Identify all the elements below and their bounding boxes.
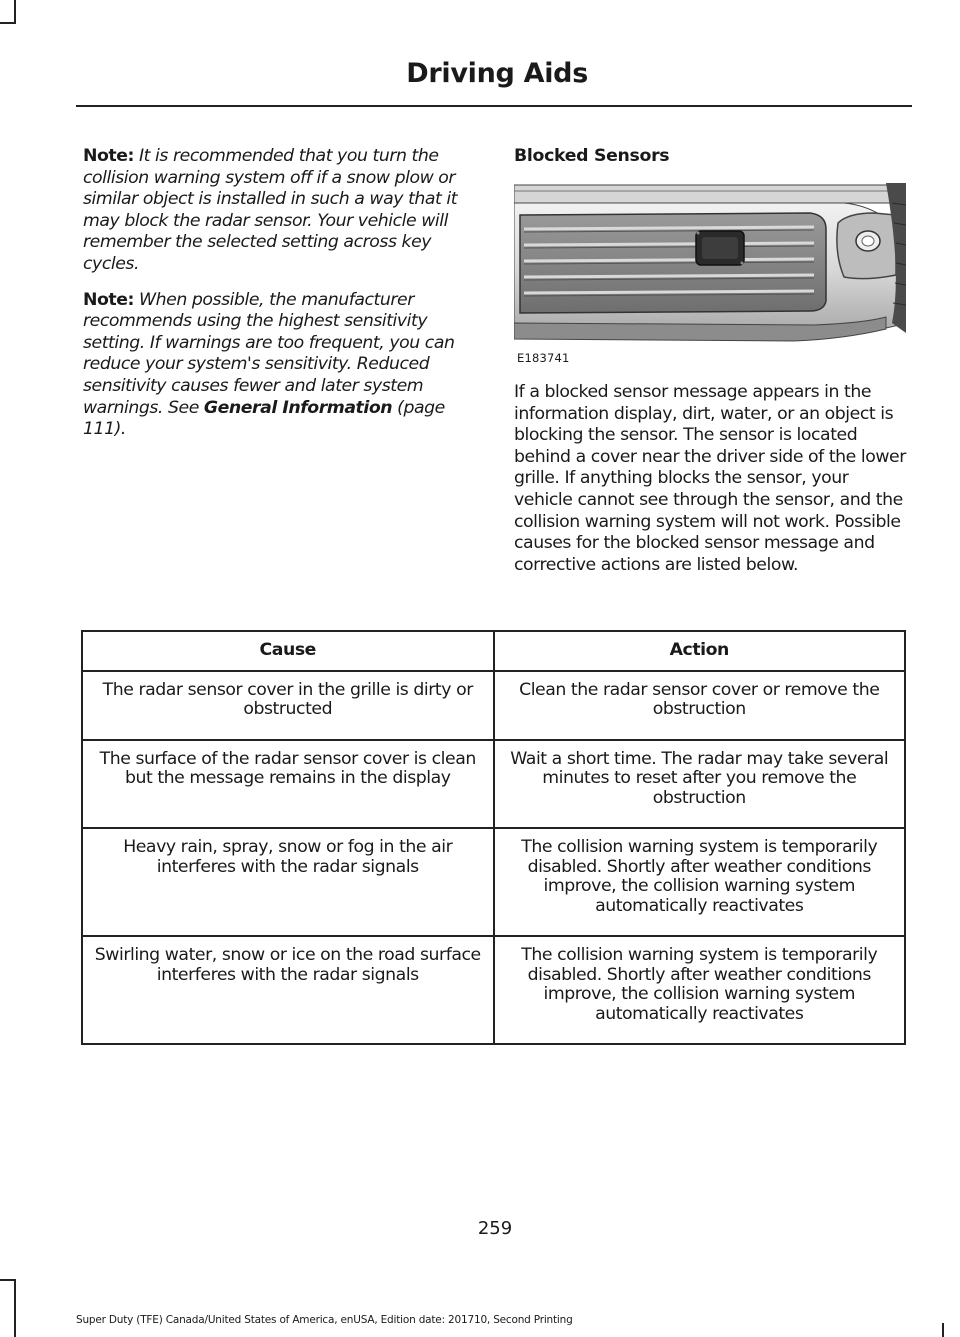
note-label: Note: (83, 146, 134, 166)
cause-cell: The radar sensor cover in the grille is dirty or obstructed (82, 671, 494, 740)
note-text: It is recommended that you turn the collision warning system off if a snow plow or similar object is installed in such a way that it may block the radar sensor. Your vehicle will remember the selected setting across key cycles. (83, 146, 458, 274)
column-header-action: Action (494, 631, 906, 671)
cause-action-table (81, 630, 906, 1045)
cross-reference-link[interactable]: General Information (203, 397, 393, 418)
table-row (82, 828, 905, 936)
table-row (82, 936, 905, 1044)
action-cell: The collision warning system is temporarily disabled. Shortly after weather conditions improve, the collision warning system automatically reactivates (494, 828, 906, 936)
left-column (83, 146, 478, 455)
right-column (514, 146, 906, 576)
note-text: (page 111). (83, 397, 445, 440)
header-divider (76, 105, 912, 107)
action-cell: The collision warning system is temporarily disabled. Shortly after weather conditions improve, the collision warning system automatically reactivates (494, 936, 906, 1044)
page-title: Driving Aids (406, 58, 588, 89)
bumper-sensor-figure (514, 183, 906, 368)
note-paragraph (83, 290, 478, 441)
action-cell: Clean the radar sensor cover or remove the obstruction (494, 671, 906, 740)
section-heading: Blocked Sensors (514, 146, 670, 166)
table-header-row (82, 631, 905, 671)
page-number: 259 (477, 1218, 513, 1239)
action-cell: Wait a short time. The radar may take several minutes to reset after you remove the obstruction (494, 740, 906, 829)
column-header-cause: Cause (82, 631, 494, 671)
figure-code: E183741 (517, 351, 570, 365)
table-row (82, 740, 905, 829)
crop-mark (942, 1323, 944, 1337)
cause-cell: The surface of the radar sensor cover is clean but the message remains in the display (82, 740, 494, 829)
crop-mark (0, 1279, 16, 1281)
body-paragraph: If a blocked sensor message appears in the information display, dirt, water, or an object is blocking the sensor. The sensor is located behind a cover near the driver side of the lower grille. If anything blocks the sensor, your vehicle cannot see through the sensor, and the collision warning system will not work. Possible causes for the blocked sensor message and corrective actions are listed below. (514, 382, 906, 575)
bumper-illustration (514, 183, 906, 368)
crop-mark (14, 1279, 16, 1337)
crop-mark (14, 0, 16, 24)
footer-text: Super Duty (TFE) Canada/United States of America, enUSA, Edition date: 201710, Second Printing (76, 1314, 573, 1326)
note-text: When possible, the manufacturer recommends using the highest sensitivity setting. If warnings are too frequent, you can reduce your system's sensitivity. Reduced sensitivity causes fewer and later system warnings. See (83, 289, 455, 418)
table-row (82, 671, 905, 740)
cause-cell: Heavy rain, spray, snow or fog in the air interferes with the radar signals (82, 828, 494, 936)
note-paragraph (83, 146, 478, 276)
cause-cell: Swirling water, snow or ice on the road surface interferes with the radar signals (82, 936, 494, 1044)
note-label: Note: (83, 289, 134, 310)
crop-mark (0, 22, 16, 24)
